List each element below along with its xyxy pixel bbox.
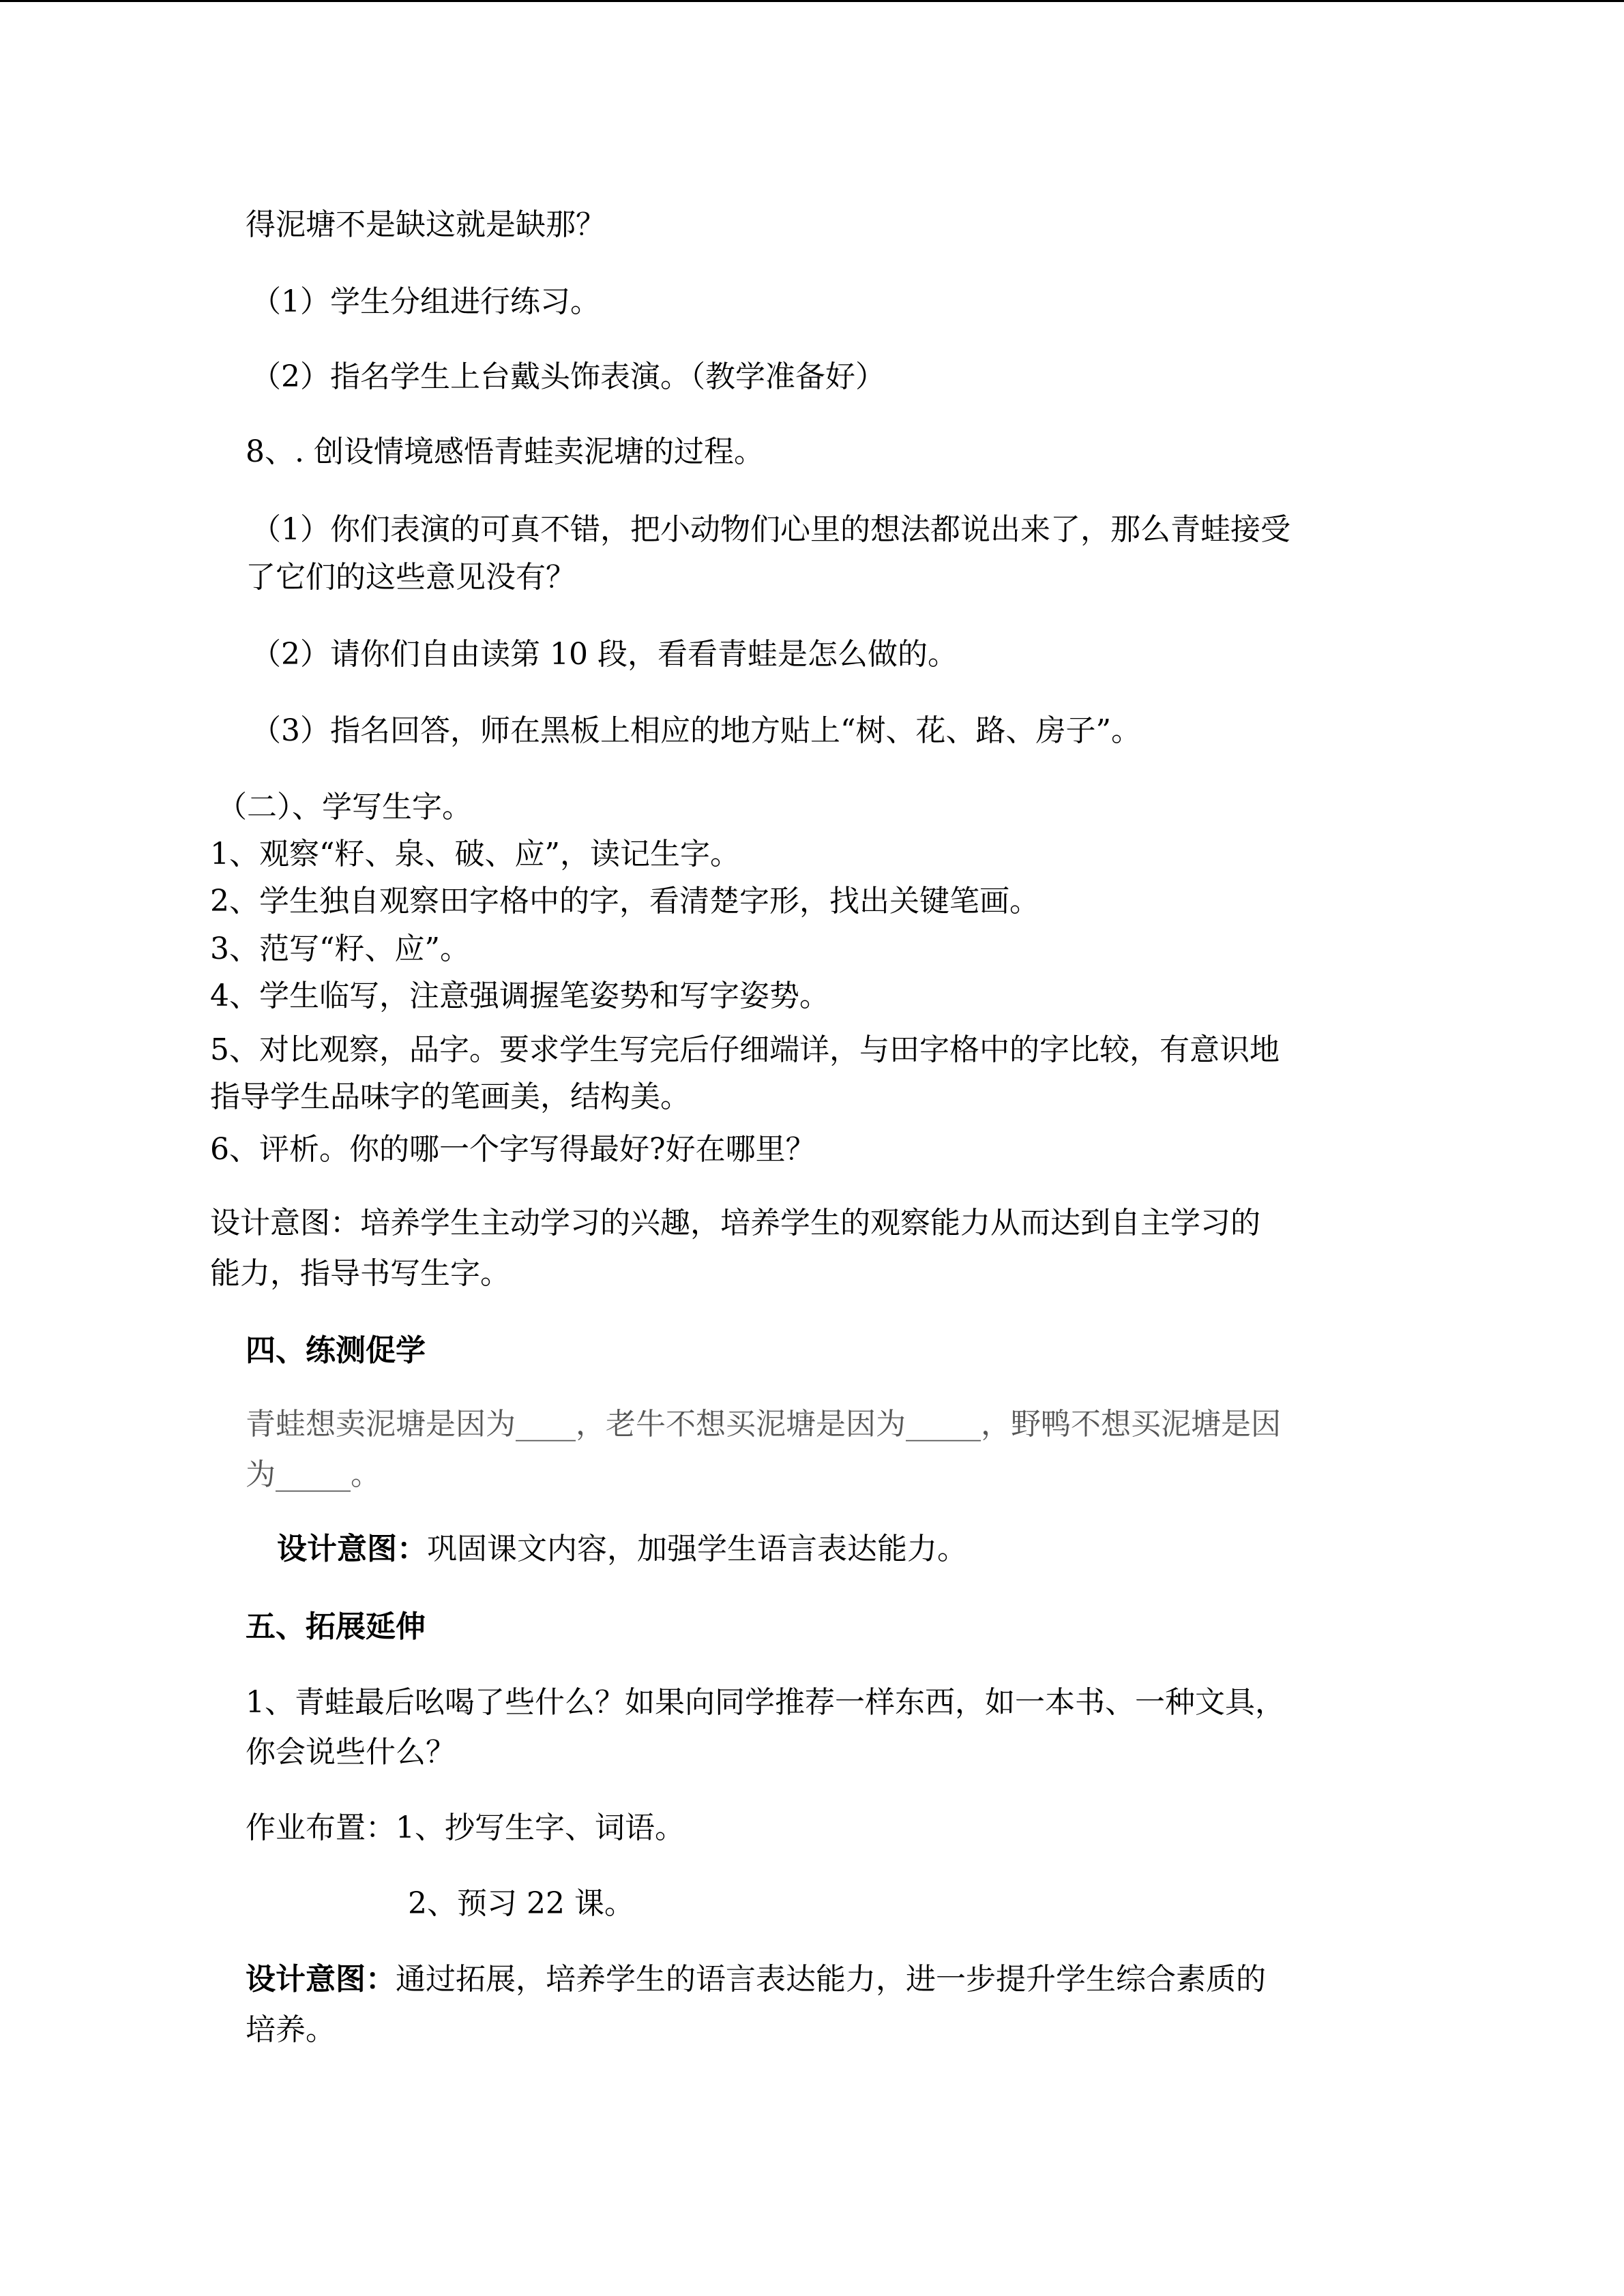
- section-heading: 四、练测促学: [246, 1333, 426, 1368]
- section-heading: 五、拓展延伸: [246, 1609, 426, 1644]
- homework-line: 2、预习 22 课。: [408, 1886, 634, 1921]
- design-intent: [277, 1525, 967, 1574]
- paragraph-line: 你会说些什么？: [246, 1735, 456, 1770]
- exercise-line: 青蛙想卖泥塘是因为____，老牛不想买泥塘是因为_____，野鸭不想买泥塘是因: [246, 1407, 1281, 1442]
- list-item: 6、评析。你的哪一个字写得最好?好在哪里？: [210, 1132, 816, 1167]
- list-item: 5、对比观察，品字。要求学生写完后仔细端详，与田字格中的字比较，有意识地: [210, 1032, 1280, 1067]
- homework-line: 作业布置：1、抄写生字、词语。: [246, 1810, 685, 1845]
- paragraph-line: （2）请你们自由读第 10 段，看看青蛙是怎么做的。: [251, 637, 958, 672]
- design-intent: 培养。: [246, 2012, 336, 2047]
- design-intent-text: 巩固课文内容，加强学生语言表达能力。: [427, 1532, 967, 1566]
- list-item: 1、观察“籽、泉、破、应”，读记生字。: [210, 837, 740, 871]
- list-item: 指导学生品味字的笔画美，结构美。: [210, 1079, 690, 1114]
- exercise-line: 为_____。: [246, 1457, 381, 1492]
- design-intent: 设计意图：培养学生主动学习的兴趣，培养学生的观察能力从而达到自主学习的: [210, 1206, 1260, 1240]
- paragraph-line: （3）指名回答，师在黑板上相应的地方贴上“树、花、路、房子”。: [251, 713, 1141, 748]
- paragraph-line: 得泥塘不是缺这就是缺那？: [246, 207, 606, 242]
- list-item: 2、学生独自观察田字格中的字，看清楚字形，找出关键笔画。: [210, 884, 1039, 919]
- paragraph-line: 8、. 创设情境感悟青蛙卖泥塘的过程。: [246, 434, 764, 469]
- paragraph-line: （1）学生分组进行练习。: [251, 284, 600, 319]
- design-intent-label: 设计意图：: [277, 1532, 427, 1566]
- paragraph-line: （2）指名学生上台戴头饰表演。（教学准备好）: [251, 359, 885, 394]
- list-item: 3、范写“籽、应”。: [210, 931, 470, 966]
- paragraph-line: 1、青蛙最后吆喝了些什么？如果向同学推荐一样东西，如一本书、一种文具，: [246, 1685, 1285, 1720]
- design-intent-label: 设计意图：: [246, 1962, 396, 1997]
- design-intent: [246, 1955, 1266, 2004]
- paragraph-line: 了它们的这些意见没有？: [246, 560, 576, 595]
- list-item: 4、学生临写，注意强调握笔姿势和写字姿势。: [210, 979, 829, 1013]
- page-top-border: [0, 0, 1624, 2]
- design-intent-text: 通过拓展，培养学生的语言表达能力，进一步提升学生综合素质的: [396, 1962, 1266, 1997]
- section-heading: （二）、学写生字。: [217, 790, 472, 824]
- design-intent: 能力，指导书写生字。: [210, 1256, 510, 1291]
- paragraph-line: （1）你们表演的可真不错，把小动物们心里的想法都说出来了，那么青蛙接受: [251, 512, 1290, 547]
